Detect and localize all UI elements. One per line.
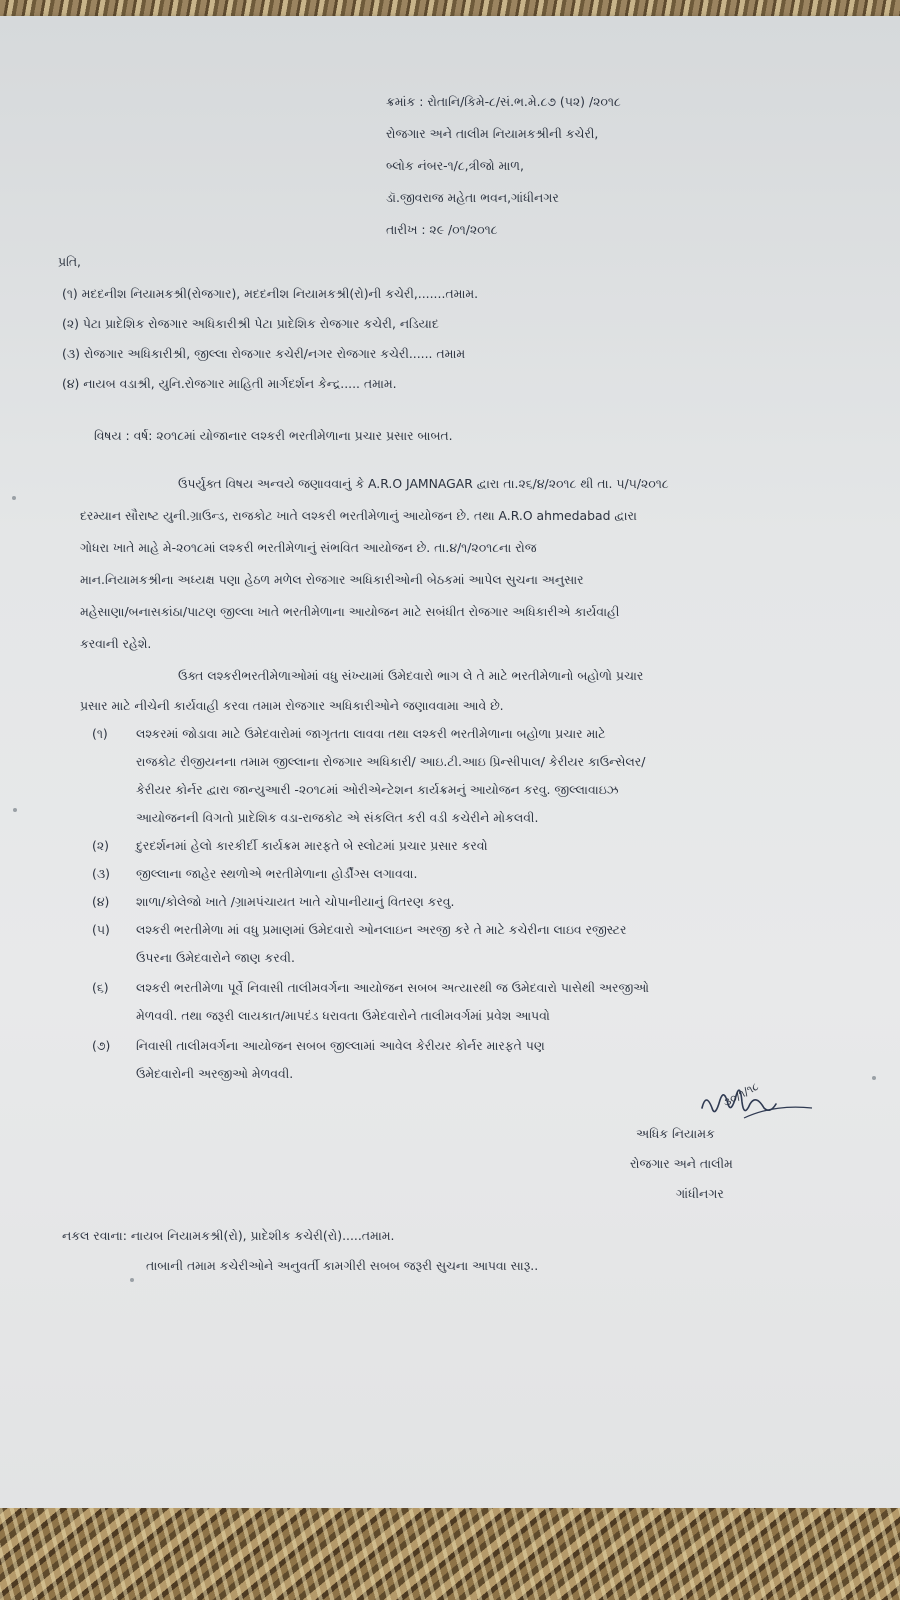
point-number: (૬) <box>92 980 109 995</box>
signatory-designation: અધિક નિયામક <box>636 1126 715 1141</box>
office-name: રોજગાર અને તાલીમ નિયામકશ્રીની કચેરી, <box>386 126 599 141</box>
paragraph-line: કરવાની રહેશે. <box>80 636 152 651</box>
point-line: શાળા/કોલેજો ખાતે /ગ્રામપંચાયત ખાતે ચોપાનીયાનું વિતરણ કરવુ. <box>136 894 455 909</box>
point-line: દુરદર્શનમાં હેલો કારકીર્દી કાર્યક્રમ મારફતે બે સ્લોટમાં પ્રચાર પ્રસાર કરવો <box>136 838 488 853</box>
point-line: લશ્કરી ભરતીમેળા માં વધુ પ્રમાણમાં ઉમેદવારો ઓનલાઇન અરજી કરે તે માટે કચેરીના લાઇવ રજીસ્ટર <box>136 922 627 937</box>
paragraph-line: ઉક્ત લશ્કરીભરતીમેળાઓમાં વધુ સંખ્યામાં ઉમેદવારો ભાગ લે તે માટે ભરતીમેળાનો બહોળો પ્રચાર <box>178 668 644 683</box>
point-line: મેળવવી. તથા જરૂરી લાયકાત/માપદંડ ધરાવતા ઉમેદવારોને તાલીમવર્ગમાં પ્રવેશ આપવો <box>136 1008 550 1023</box>
point-line: લશ્કરમાં જોડાવા માટે ઉમેદવારોમાં જાગૃતતા લાવવા તથા લશ્કરી ભરતીમેળાના બહોળા પ્રચાર માટે <box>136 726 606 741</box>
copy-to-line: નકલ રવાના: નાયબ નિયામકશ્રી(રો), પ્રાદેશીક કચેરી(રો).....તમામ. <box>62 1228 395 1243</box>
reference-number: ક્રમાંક : રોતાનિ/કિમે-૮/સં.ભ.મે.૮૭ (૫૨) /૨૦૧૮ <box>386 94 621 109</box>
paragraph-line: મહેસાણા/બનાસકાંઠા/પાટણ જીલ્લા ખાતે ભરતીમેળાના આયોજન માટે સબંધીત રોજગાર અધિકારીએ કાર્યવાહી <box>80 604 620 619</box>
point-line: નિવાસી તાલીમવર્ગના આયોજન સબબ જીલ્લામાં આવેલ કેરીયર કોર્નર મારફતે પણ <box>136 1038 545 1053</box>
point-number: (૭) <box>92 1038 111 1053</box>
paper-speck <box>872 1076 876 1080</box>
paper-speck <box>12 496 16 500</box>
point-number: (૨) <box>92 838 109 853</box>
paper-speck <box>13 808 17 812</box>
paragraph-line: પ્રસાર માટે નીચેની કાર્યવાહી કરવા તમામ રોજગાર અધિકારીઓને જણાવવામા આવે છે. <box>80 698 504 713</box>
subject-line: વિષય : વર્ષ: ૨૦૧૮માં યોજાનાર લશ્કરી ભરતીમેળાના પ્રચાર પ્રસાર બાબત. <box>94 428 453 443</box>
point-line: આયોજનની વિગતો પ્રાદેશિક વડા-રાજકોટ એ સંકલિત કરી વડી કચેરીને મોકલવી. <box>136 810 539 825</box>
point-number: (૫) <box>92 922 110 937</box>
point-line: રાજકોટ રીજીયનના તમામ જીલ્લાના રોજગાર અધિકારી/ આઇ.ટી.આઇ પ્રિન્સીપાલ/ કેરીયર કાઉન્સેલર/ <box>136 754 646 769</box>
point-line: ઉપરના ઉમેદવારોને જાણ કરવી. <box>136 950 295 965</box>
paragraph-line: માન.નિયામકશ્રીના અધ્યક્ષ પણા હેઠળ મળેલ રોજગાર અધિકારીઓની બેઠકમાં આપેલ સુચના અનુસાર <box>80 572 584 587</box>
point-number: (૩) <box>92 866 110 881</box>
copy-to-line: તાબાની તમામ કચેરીઓને અનુવર્તી કામગીરી સબબ જરૂરી સુચના આપવા સારૂ.. <box>146 1258 539 1273</box>
recipient-item: (૨) પેટા પ્રાદેશિક રોજગાર અધિકારીશ્રી પેટા પ્રાદેશિક રોજગાર કચેરી, નડિયાદ <box>62 316 439 331</box>
office-building: ડૉ.જીવરાજ મહેતા ભવન,ગાંધીનગર <box>386 190 559 205</box>
carpet-background-bottom <box>0 1508 900 1600</box>
signatory-department: રોજગાર અને તાલીમ <box>630 1156 733 1171</box>
point-line: કેરીયર કોર્નર દ્વારા જાન્યુઆરી -૨૦૧૮માં ઓરીએન્ટેશન કાર્યક્રમનું આયોજન કરવુ. જીલ્લાવાઇઝ <box>136 782 619 797</box>
recipient-item: (૧) મદદનીશ નિયામકશ્રી(રોજગાર), મદદનીશ નિયામકશ્રી(રો)ની કચેરી,.......તમામ. <box>62 286 479 301</box>
letter-date: તારીખ : ૨૯ /૦૧/૨૦૧૮ <box>386 222 498 237</box>
paragraph-line: ઉપર્યુક્ત વિષય અન્વયે જણાવવાનું કે A.R.O JAMNAGAR દ્વારા તા.૨૬/૪/૨૦૧૮ થી તા. ૫/૫/૨૦૧૮ <box>178 476 669 491</box>
signatory-city: ગાંધીનગર <box>676 1186 724 1201</box>
paper-speck <box>130 1278 134 1282</box>
point-number: (૪) <box>92 894 110 909</box>
recipient-item: (૪) નાયબ વડાશ્રી, યુનિ.રોજગાર માહિતી માર્ગદર્શન કેન્દ્ર..... તમામ. <box>62 376 397 391</box>
recipient-item: (૩) રોજગાર અધિકારીશ્રી, જીલ્લા રોજગાર કચેરી/નગર રોજગાર કચેરી...... તમામ <box>62 346 466 361</box>
to-label: પ્રતિ, <box>58 254 81 269</box>
point-line: લશ્કરી ભરતીમેળા પૂર્વે નિવાસી તાલીમવર્ગના આયોજન સબબ અત્યારથી જ ઉમેદવારો પાસેથી અરજીઓ <box>136 980 649 995</box>
point-number: (૧) <box>92 726 108 741</box>
point-line: જીલ્લાના જાહેર સ્થળોએ ભરતીમેળાના હોર્ડીંગ્સ લગાવવા. <box>136 866 418 881</box>
paragraph-line: ગોધરા ખાતે માહે મે-૨૦૧૮માં લશ્કરી ભરતીમેળાનું સંભવિત આયોજન છે. તા.૪/૧/૨૦૧૮ના રોજ <box>80 540 537 555</box>
paragraph-line: દરમ્યાન સૌરાષ્ટ યુની.ગ્રાઉન્ડ, રાજકોટ ખાતે લશ્કરી ભરતીમેળાનું આયોજન છે. તથા A.R.O ahmedabad દ્વારા <box>80 508 637 523</box>
signature-date: ૩૦/૧/૧૮ <box>720 1079 761 1110</box>
letter-paper <box>0 16 900 1516</box>
point-line: ઉમેદવારોની અરજીઓ મેળવવી. <box>136 1066 294 1081</box>
office-block: બ્લોક નંબર-૧/૮,ત્રીજો માળ, <box>386 158 524 173</box>
